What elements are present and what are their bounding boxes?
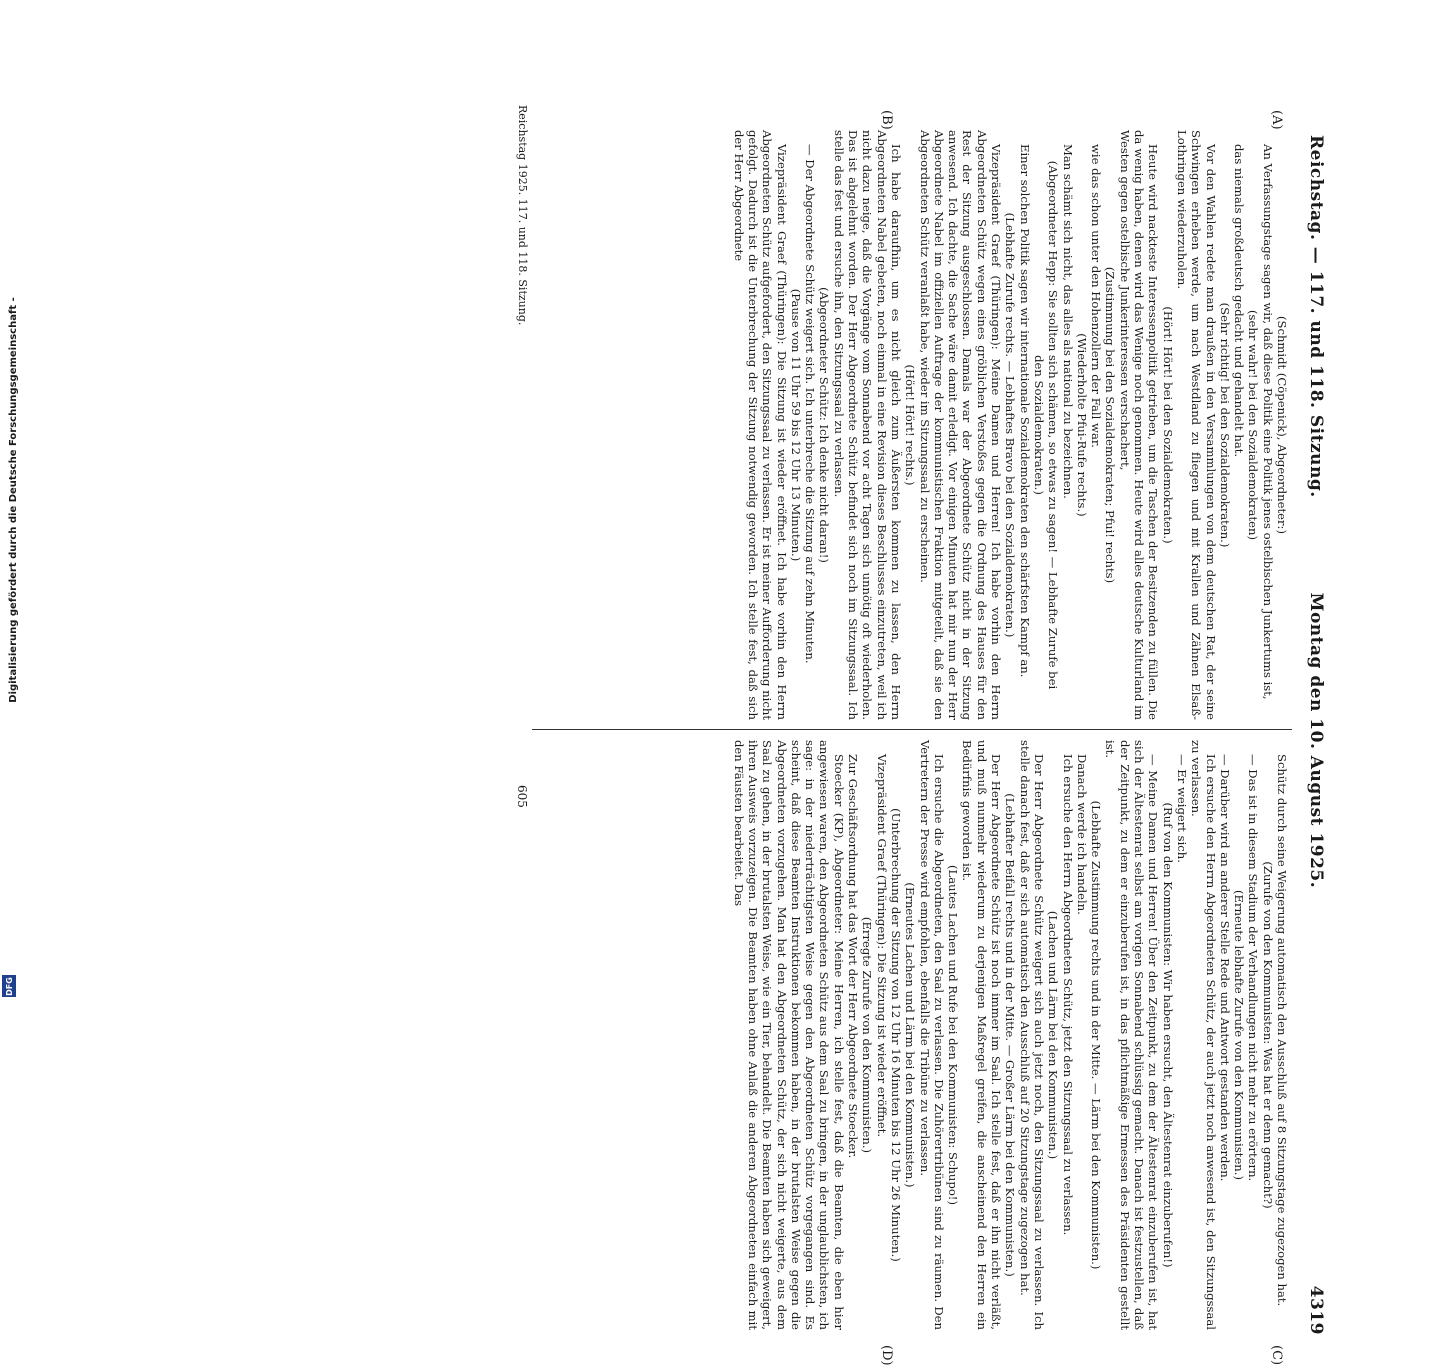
- paragraph: (Pause von 11 Uhr 59 bis 12 Uhr 13 Minuten.): [788, 288, 803, 562]
- paragraph: das niemals großdeutsch gedacht und gehandelt hat.: [1232, 144, 1247, 458]
- paragraph: Stoecker (KP), Abgeordneter: Meine Herren, ich stelle fest, daß die Beamten, die eben hier angewiesen waren, den Abgeordneten Schütz aus dem Saal zu bringen, in der unglaublichsten, ich sage: in der niederträchtigsten Weise gegen den Abgeordneten Schütz vorgegangen sind. Es scheint, daß diese Beamten Instruktionen bekommen haben, in der brutalsten Weise gegen die Abgeordneten vorzugehen. Man hat den Abgeordneten Schütz, der sich nicht weigerte, aus dem Saal zu gehen, in der brutalsten Weise, wie ein Tier, behandelt. Die Beamten haben sich geweigert, ihren Ausweis vorzuzeigen. Die Beamten haben ohne Anlaß die anderen Abgeordneten einfach mit den Fäusten bearbeitet. Das: [731, 740, 846, 1330]
- paragraph: (Abgeordneter Schütz: Ich denke nicht daran!): [817, 287, 832, 563]
- dfg-logo-text: DFG: [4, 976, 14, 996]
- paragraph: (Zustimmung bei den Sozialdemokraten; Pfui! rechts): [1103, 266, 1118, 584]
- paragraph: (Erneute lebhafte Zurufe von den Kommunisten.): [1232, 890, 1247, 1180]
- margin-mark-c: (C): [1269, 1345, 1284, 1366]
- paragraph: (Unterbrechung der Sitzung von 12 Uhr 16 Minuten bis 12 Uhr 26 Minuten.): [888, 808, 903, 1262]
- margin-mark-b: (B): [879, 110, 894, 130]
- paragraph: (Hört! Hört! rechts.): [903, 364, 918, 486]
- paragraph: Der Herr Abgeordnete Schütz weigert sich auch jetzt noch, den Sitzungssaal zu verlassen. Ich stelle danach fest, daß er sich automatisch den Ausschluß auf 20 Sitzungstage zugezogen hat.: [1017, 740, 1046, 1330]
- paragraph: — Das ist in diesem Stadium der Verhandlungen nicht mehr zu erörtern.: [1246, 754, 1261, 1182]
- paragraph: Vizepräsident Graef (Thüringen): Die Sitzung ist wieder eröffnet.: [874, 754, 889, 1138]
- paragraph: Der Herr Abgeordnete Schütz ist noch immer im Saal. Ich stelle fest, daß er ihn nicht verläßt, und muß nunmehr wiederum zu derjenigen Maßregel greifen, die anscheinend den Herren ein Bedürfnis geworden ist.: [960, 740, 1004, 1330]
- paragraph: Einer solchen Politik sagen wir internationale Sozialdemokraten den schärfsten Kampf an.: [1017, 144, 1032, 678]
- margin-mark-a: (A): [1269, 110, 1284, 130]
- paragraph: (Lebhafter Beifall rechts und in der Mitte. — Großer Lärm bei den Kommunisten.): [1003, 793, 1018, 1277]
- side-note-wrapper: [0, 0, 30, 1000]
- paragraph: Vizepräsident Graef (Thüringen): Meine Damen und Herren! Ich habe vorhin den Herrn Abgeordneten Schütz wegen eines gröblichen Verstoßes gegen die Ordnung des Hauses für den Rest der Sitzung ausgeschlossen. Damals war der Abgeordnete Schütz nicht in der Sitzung anwesend. Ich dachte, die Sache wäre damit erledigt. Vor einigen Minuten hat mir nun der Herr Abgeordnete Nabel im offiziellen Auftrage der kommunistischen Fraktion mitgeteilt, daß sie den Abgeordneten Schütz veranlaßt habe, wieder im Sitzungssaal zu erscheinen.: [917, 130, 1004, 720]
- paragraph: (Erregte Zurufe von den Kommunisten.): [860, 916, 875, 1154]
- paragraph: Zur Geschäftsordnung hat das Wort der Herr Abgeordnete Stoecker.: [846, 754, 861, 1159]
- paragraph: (Zurufe von den Kommunisten: Was hat er denn gemacht?): [1260, 861, 1275, 1209]
- header-page-number: 4319: [1306, 1285, 1326, 1335]
- paragraph: Schütz durch seine Weigerung automatisch den Ausschluß auf 8 Sitzungstage zugezogen hat.: [1275, 754, 1289, 1307]
- paragraph: — Meine Damen und Herren! Über den Zeitpunkt, zu dem der Ältestenrat einzuberufen ist, hat sich der Ältestenrat selbst am vorigen Sonnabend schlüssig gemacht. Danach ist festzustellen, daß der Zeitpunkt, zu dem er einzuberufen ist, in das pflichtmäßige Ermessen des Präsidenten gestellt ist.: [1103, 740, 1161, 1330]
- dfg-logo: [2, 975, 16, 997]
- funding-note: Digitalisierung gefördert durch die Deutsche Forschungsgemeinschaft -: [8, 297, 19, 703]
- right-column: [731, 740, 1289, 1330]
- paragraph: (Lebhafte Zustimmung rechts und in der Mitte. — Lärm bei den Kommunisten.): [1089, 800, 1104, 1270]
- page-header: [1306, 135, 1326, 1335]
- paragraph: — Darüber wird an anderer Stelle Rede und Antwort gestanden werden.: [1217, 754, 1232, 1182]
- paragraph: (Schmidt (Cöpenick), Abgeordneter:): [1275, 316, 1289, 534]
- left-column: [731, 130, 1289, 720]
- paragraph: (Lachen und Lärm bei den Kommunisten.): [1046, 910, 1061, 1160]
- paragraph: Man schämt sich nicht, das alles als national zu bezeichnen.: [1060, 144, 1075, 499]
- paragraph: Ich habe daraufhin, um es nicht gleich zum Äußersten kommen zu lassen, den Herrn Abgeordneten Nabel gebeten, noch einmal in eine Revision dieses Beschlusses einzutreten, weil ich nicht dazu neige, daß die Vorgänge vom Sonnabend vor acht Tagen sich unnötig oft wiederholen. Das ist abgelehnt worden. Der Herr Abgeordnete Schütz befindet sich noch im Sitzungssaal. Ich stelle das fest und ersuche ihn, den Sitzungssaal zu verlassen.: [831, 130, 903, 720]
- paragraph: wie das schon unter den Hohenzollern der Fall war.: [1089, 144, 1104, 448]
- footer-page-number: 605: [515, 785, 529, 808]
- paragraph: Vor den Wahlen redete man draußen in den Versammlungen von dem deutschen Rat, der seine Schwingen erheben werde, um nach Westdland zu fliegen und mit Krallen und Zähnen Elsaß-Lothringen wiederzuholen.: [1174, 130, 1218, 720]
- paragraph: (Abgeordneter Hepp: Sie sollten sich schämen, so etwas zu sagen! — Lebhafte Zurufe bei den Sozialdemokraten.): [1031, 160, 1061, 690]
- paragraph: Ich ersuche die Abgeordneten, den Saal zu verlassen. Die Zuhörertribünen sind zu räumen. Den Vertretern der Presse wird empfohlen, ebenfalls die Tribüne zu verlassen.: [917, 740, 946, 1330]
- paragraph: (Lautes Lachen und Rufe bei den Kommunisten: Schupo!): [946, 865, 961, 1205]
- paragraph: (Hört! Hört! bei den Sozialdemokraten.): [1160, 306, 1175, 544]
- paragraph: An Verfassungstage sagen wir, daß diese Politik eine Politik jenes ostelbischen Junkertums ist,: [1260, 144, 1275, 700]
- column-divider: [532, 729, 1292, 730]
- paragraph: Ich ersuche den Herrn Abgeordneten Schütz, jetzt den Sitzungssaal zu verlassen.: [1060, 754, 1075, 1236]
- paragraph: (Wiederholte Pfui-Rufe rechts.): [1074, 333, 1089, 517]
- paragraph: (Lebhafte Zurufe rechts. — Lebhaftes Bravo bei den Sozialdemokraten.): [1003, 212, 1018, 638]
- footer-source: Reichstag 1925. 117. und 118. Sitzung.: [516, 105, 529, 326]
- paragraph: (Sehr richtig! bei den Sozialdemokraten.): [1217, 302, 1232, 548]
- paragraph: (sehr wahr! bei den Sozialdemokraten): [1246, 310, 1261, 540]
- paragraph: Danach werde ich handeln.: [1074, 754, 1089, 915]
- header-date: Montag den 10. August 1925.: [1306, 592, 1326, 889]
- paragraph: — Der Abgeordnete Schütz weigert sich. Ich unterbreche die Sitzung auf zehn Minuten.: [803, 144, 818, 664]
- header-session: Reichstag. — 117. und 118. Sitzung.: [1306, 135, 1326, 498]
- paragraph: — Er weigert sich.: [1174, 754, 1189, 863]
- paragraph: Ich ersuche den Herrn Abgeordneten Schütz, der auch jetzt noch anwesend ist, den Sitzungssaal zu verlassen.: [1189, 740, 1218, 1330]
- paragraph: Heute wird nackteste Interessenpolitik getrieben, um die Taschen der Besitzenden zu füllen. Die da wenig haben, denen wird das Wenige noch genommen. Heute wird alles deutsche Kulturland im Westen gegen ostelbische Junkerinteressen verschachert,: [1117, 130, 1161, 720]
- paragraph: (Ruf von den Kommunisten: Wir haben ersucht, den Ältestenrat einzuberufen!): [1160, 802, 1175, 1268]
- paragraph: Vizepräsident Graef (Thüringen): Die Sitzung ist wieder eröffnet. Ich habe vorhin den Herrn Abgeordneten Schütz aufgefordert, den Sitzungssaal zu verlassen. Er ist meiner Aufforderung nicht gefolgt. Dadurch ist die Unterbrechung der Sitzung notwendig geworden. Ich stelle fest, daß sich der Herr Abgeordnete: [731, 130, 789, 720]
- paragraph: (Erneutes Lachen und Lärm bei den Kommunisten.): [903, 882, 918, 1188]
- margin-mark-d: (D): [879, 1345, 894, 1366]
